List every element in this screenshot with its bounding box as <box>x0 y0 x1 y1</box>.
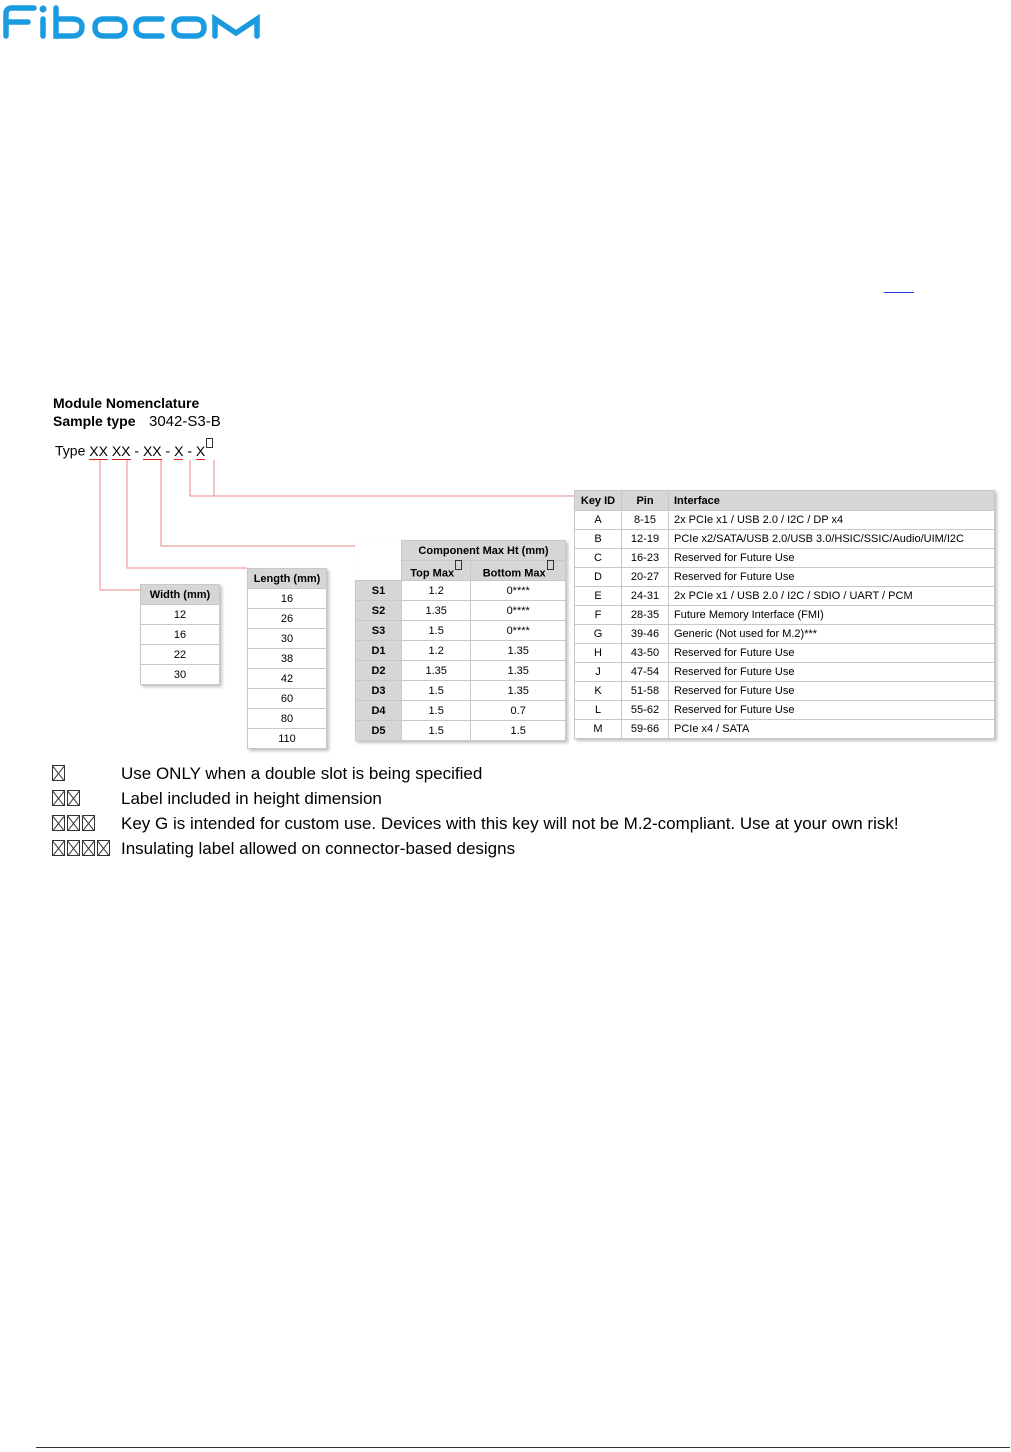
component-id: S2 <box>356 601 402 621</box>
length-cell: 26 <box>248 609 327 629</box>
sample-type-label: Sample type <box>53 413 136 429</box>
component-id: D1 <box>356 641 402 661</box>
footnote-box-icon <box>82 840 95 856</box>
length-cell: 38 <box>248 649 327 669</box>
key-id-header: Key ID <box>575 491 622 511</box>
top-max-value: 1.2 <box>402 581 471 601</box>
length-segment: XX <box>111 442 131 459</box>
footnote-marker <box>52 814 120 834</box>
interface-cell: Reserved for Future Use <box>669 549 995 568</box>
footnote-item <box>52 839 516 861</box>
pin-cell: 24-31 <box>622 587 669 606</box>
type-prefix: Type <box>55 442 90 459</box>
interface-cell: PCIe x2/SATA/USB 2.0/USB 3.0/HSIC/SSIC/Audio/UIM/I2C <box>669 530 995 549</box>
footer-divider <box>36 1447 1010 1448</box>
key-id-cell: B <box>575 530 622 549</box>
pin-cell: 51-58 <box>622 682 669 701</box>
width-cell: 16 <box>141 625 220 645</box>
component-height-table <box>355 540 566 741</box>
footnote-box-icon <box>52 815 65 831</box>
interface-cell: Reserved for Future Use <box>669 701 995 720</box>
width-leader <box>100 460 140 590</box>
key-id-cell: A <box>575 511 622 530</box>
interface-cell: Reserved for Future Use <box>669 568 995 587</box>
key-row <box>575 701 995 720</box>
top-max-value: 1.5 <box>402 681 471 701</box>
footnote-text: Key G is intended for custom use. Devices with this key will not be M.2-compliant. Use at your own risk! <box>121 814 899 833</box>
footnote-box-icon <box>67 840 80 856</box>
key-id-table <box>574 490 995 739</box>
length-cell: 42 <box>248 669 327 689</box>
width-cell: 12 <box>141 605 220 625</box>
empty-corner <box>356 561 402 581</box>
key-id-cell: K <box>575 682 622 701</box>
footnote-marker-icon <box>547 560 554 570</box>
key-row <box>575 530 995 549</box>
bottom-max-value: 1.35 <box>471 661 566 681</box>
key-id-cell: D <box>575 568 622 587</box>
footnote-marker-icon <box>455 560 462 570</box>
footnote-text: Label included in height dimension <box>121 789 382 808</box>
key-id-cell: F <box>575 606 622 625</box>
key-id-cell: M <box>575 720 622 739</box>
bottom-max-header: Bottom Max <box>471 561 566 581</box>
interface-cell: 2x PCIe x1 / USB 2.0 / I2C / DP x4 <box>669 511 995 530</box>
key-row <box>575 606 995 625</box>
width-cell: 22 <box>141 645 220 665</box>
component-segment: XX <box>142 442 162 459</box>
key-id-cell: C <box>575 549 622 568</box>
component-row <box>356 641 566 661</box>
key-row <box>575 587 995 606</box>
interface-cell: 2x PCIe x1 / USB 2.0 / I2C / SDIO / UART / PCM <box>669 587 995 606</box>
component-row <box>356 621 566 641</box>
key-row <box>575 625 995 644</box>
footnote-item <box>52 764 483 786</box>
key-row <box>575 549 995 568</box>
reference-link[interactable] <box>884 282 914 293</box>
footnote-text: Insulating label allowed on connector-based designs <box>121 839 516 858</box>
bottom-max-value: 1.5 <box>471 721 566 741</box>
width-cell: 30 <box>141 665 220 685</box>
pin-cell: 55-62 <box>622 701 669 720</box>
footnote-marker <box>52 764 120 784</box>
separator: - <box>161 442 175 459</box>
separator: - <box>130 442 143 459</box>
top-max-header: Top Max <box>402 561 471 581</box>
width-segment: XX <box>89 442 108 459</box>
pin-cell: 20-27 <box>622 568 669 587</box>
pin-cell: 12-19 <box>622 530 669 549</box>
key-id-cell: G <box>575 625 622 644</box>
interface-cell: Reserved for Future Use <box>669 682 995 701</box>
key-row <box>575 568 995 587</box>
component-leader <box>161 460 400 546</box>
footnote-marker <box>52 789 120 809</box>
footnote-box-icon <box>67 790 80 806</box>
empty-corner <box>356 541 402 561</box>
key-row <box>575 644 995 663</box>
interface-cell: PCIe x4 / SATA <box>669 720 995 739</box>
footnote-item <box>52 789 382 811</box>
key-id-cell: L <box>575 701 622 720</box>
top-max-value: 1.2 <box>402 641 471 661</box>
key-row <box>575 682 995 701</box>
bottom-max-value: 0**** <box>471 621 566 641</box>
bottom-max-value: 1.35 <box>471 681 566 701</box>
pin-cell: 59-66 <box>622 720 669 739</box>
separator: - <box>183 442 196 459</box>
component-header: Component Max Ht (mm) <box>402 541 566 561</box>
length-leader <box>127 460 247 568</box>
component-id: D4 <box>356 701 402 721</box>
footnote-box-icon <box>52 840 65 856</box>
length-header: Length (mm) <box>248 569 327 589</box>
component-row <box>356 701 566 721</box>
component-id: D5 <box>356 721 402 741</box>
bottom-max-value: 1.35 <box>471 641 566 661</box>
key-row <box>575 511 995 530</box>
component-row <box>356 661 566 681</box>
type-format-line <box>55 440 213 459</box>
key2-segment: X <box>195 442 206 459</box>
pin-cell: 39-46 <box>622 625 669 644</box>
pin-header: Pin <box>622 491 669 511</box>
component-row <box>356 721 566 741</box>
top-max-value: 1.35 <box>402 601 471 621</box>
footnote-item <box>52 814 899 836</box>
top-max-value: 1.35 <box>402 661 471 681</box>
nomenclature-title: Module Nomenclature <box>53 395 200 411</box>
width-header: Width (mm) <box>141 585 220 605</box>
interface-header: Interface <box>669 491 995 511</box>
footnote-marker-icon <box>206 438 213 448</box>
key-id-cell: J <box>575 663 622 682</box>
sample-type-value: 3042-S3-B <box>149 413 221 430</box>
pin-cell: 43-50 <box>622 644 669 663</box>
key-id-cell: H <box>575 644 622 663</box>
top-max-value: 1.5 <box>402 721 471 741</box>
key-row <box>575 663 995 682</box>
footnote-marker <box>52 839 120 859</box>
length-cell: 30 <box>248 629 327 649</box>
footnote-box-icon <box>67 815 80 831</box>
bottom-max-value: 0**** <box>471 601 566 621</box>
bottom-max-value: 0.7 <box>471 701 566 721</box>
fibocom-logo <box>0 0 270 44</box>
component-row <box>356 681 566 701</box>
component-id: S3 <box>356 621 402 641</box>
component-id: S1 <box>356 581 402 601</box>
interface-cell: Generic (Not used for M.2)*** <box>669 625 995 644</box>
top-max-value: 1.5 <box>402 621 471 641</box>
pin-cell: 28-35 <box>622 606 669 625</box>
interface-cell: Reserved for Future Use <box>669 644 995 663</box>
key1-leader <box>190 460 574 496</box>
length-table <box>247 568 327 749</box>
width-table <box>140 584 220 685</box>
length-cell: 60 <box>248 689 327 709</box>
interface-cell: Future Memory Interface (FMI) <box>669 606 995 625</box>
interface-cell: Reserved for Future Use <box>669 663 995 682</box>
key1-segment: X <box>174 442 184 459</box>
length-cell: 80 <box>248 709 327 729</box>
length-cell: 16 <box>248 589 327 609</box>
component-row <box>356 581 566 601</box>
component-id: D3 <box>356 681 402 701</box>
component-id: D2 <box>356 661 402 681</box>
key-row <box>575 720 995 739</box>
footnote-text: Use ONLY when a double slot is being specified <box>121 764 483 783</box>
footnote-box-icon <box>97 840 110 856</box>
pin-cell: 47-54 <box>622 663 669 682</box>
footnote-box-icon <box>82 815 95 831</box>
pin-cell: 8-15 <box>622 511 669 530</box>
footnote-box-icon <box>52 790 65 806</box>
component-row <box>356 601 566 621</box>
bottom-max-value: 0**** <box>471 581 566 601</box>
key-id-cell: E <box>575 587 622 606</box>
length-cell: 110 <box>248 729 327 749</box>
pin-cell: 16-23 <box>622 549 669 568</box>
footnote-box-icon <box>52 765 65 781</box>
top-max-value: 1.5 <box>402 701 471 721</box>
